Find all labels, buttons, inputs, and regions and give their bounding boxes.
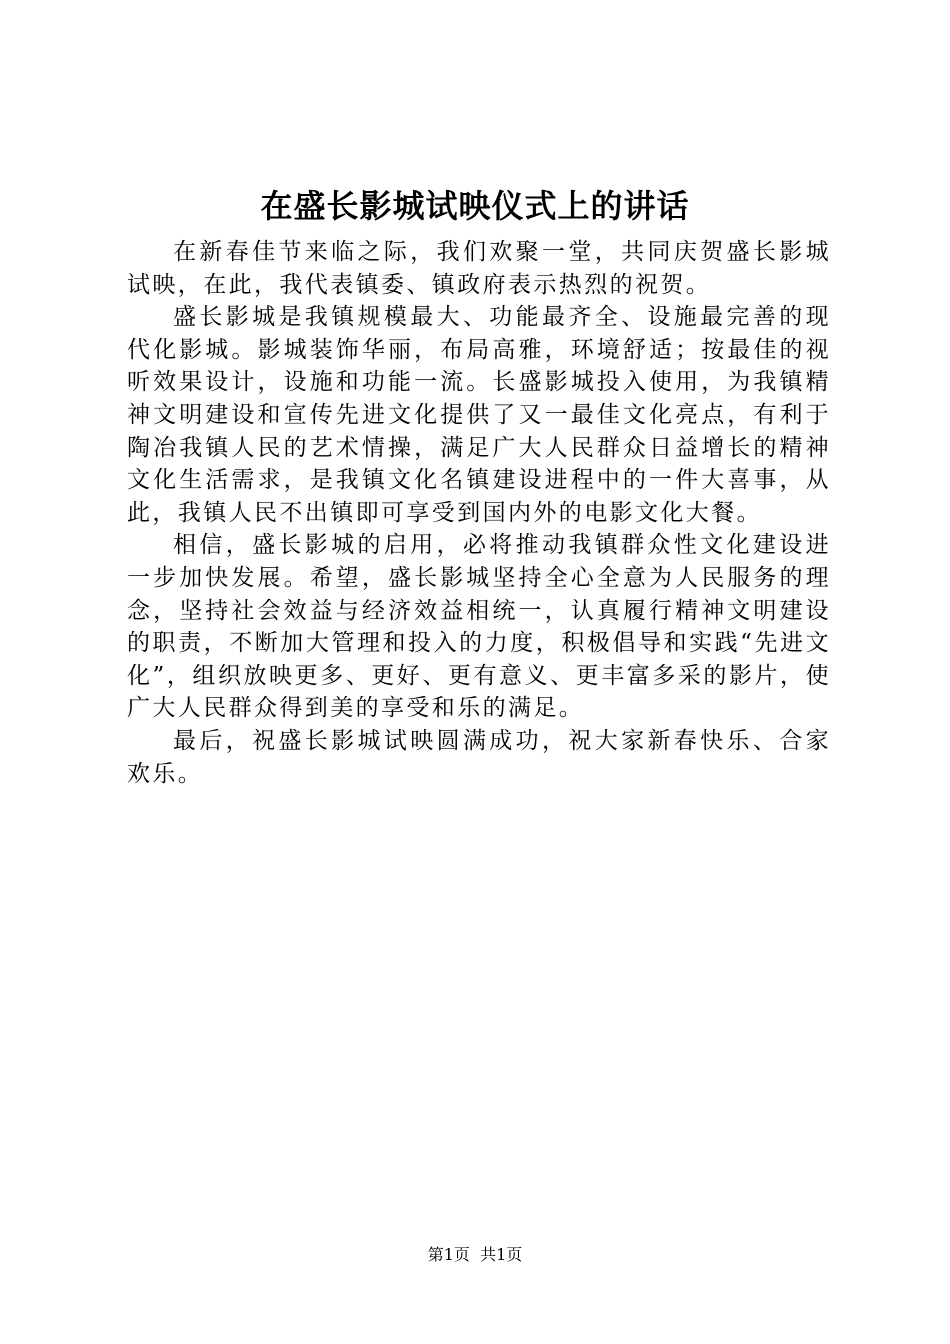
page-footer bbox=[0, 1244, 950, 1266]
paragraph: 盛长影城是我镇规模最大、功能最齐全、设施最完善的现代化影城。影城装饰华丽，布局高雅，环境舒适；按最佳的视听效果设计，设施和功能一流。长盛影城投入使用，为我镇精神文明建设和宣传先进文化提供了又一最佳文化亮点，有利于陶冶我镇人民的艺术情操，满足广大人民群众日益增长的精神文化生活需求，是我镇文化名镇建设进程中的一件大喜事，从此，我镇人民不出镇即可享受到国内外的电影文化大餐。 bbox=[127, 304, 831, 526]
paragraph: 在新春佳节来临之际，我们欢聚一堂，共同庆贺盛长影城试映，在此，我代表镇委、镇政府表示热烈的祝贺。 bbox=[127, 239, 831, 298]
paragraph: 相信，盛长影城的启用，必将推动我镇群众性文化建设进一步加快发展。希望，盛长影城坚持全心全意为人民服务的理念，坚持社会效益与经济效益相统一，认真履行精神文明建设的职责，不断加大管理和投入的力度，积极倡导和实践“先进文化”，组织放映更多、更好、更有意义、更丰富多采的影片，使广大人民群众得到美的享受和乐的满足。 bbox=[127, 532, 831, 722]
paragraph: 最后，祝盛长影城试映圆满成功，祝大家新春快乐、合家欢乐。 bbox=[127, 727, 831, 787]
document-body bbox=[127, 236, 831, 790]
page-number: 第1页 bbox=[427, 1245, 470, 1264]
page-total: 共1页 bbox=[480, 1245, 523, 1264]
document-title: 在盛长影城试映仪式上的讲话 bbox=[260, 187, 690, 225]
